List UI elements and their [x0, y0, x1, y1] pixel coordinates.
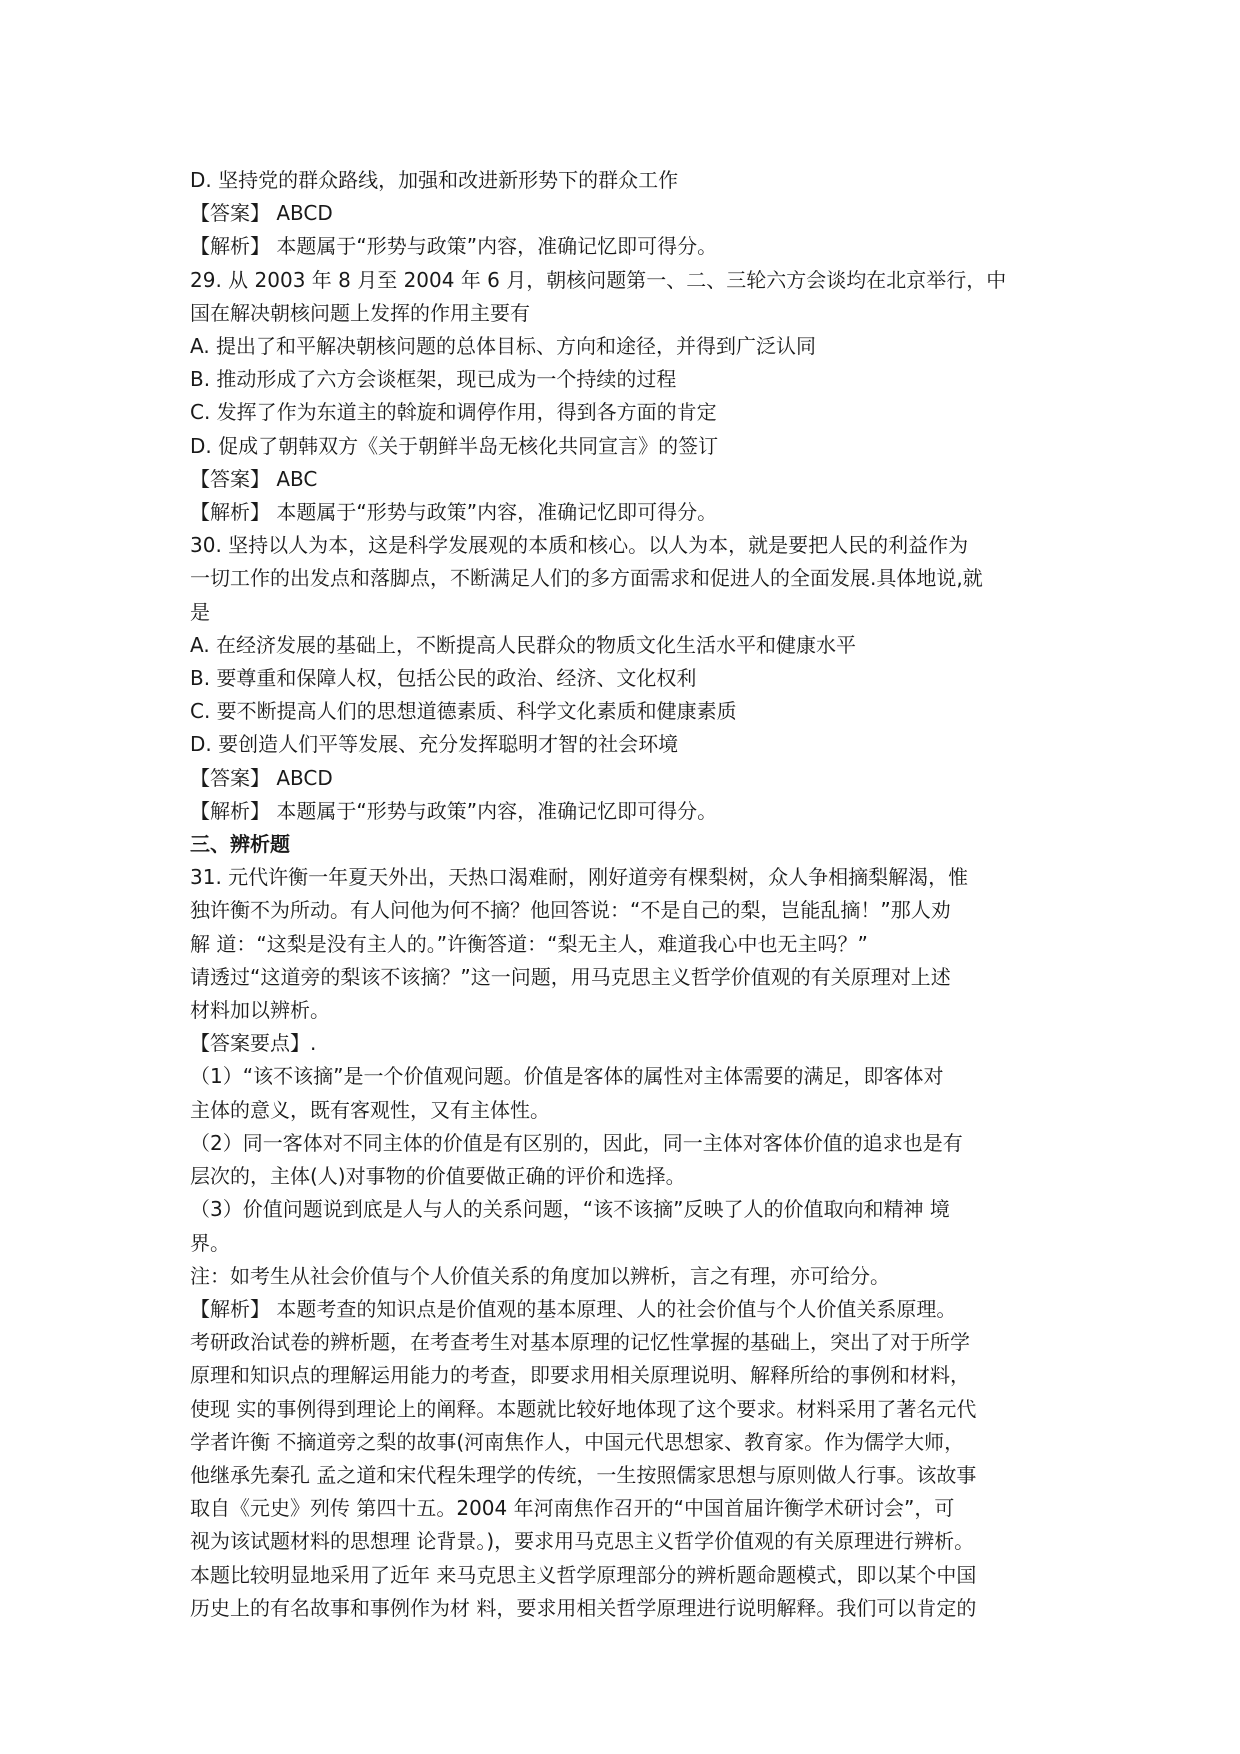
answer-q30: 【答案】 ABCD: [190, 765, 333, 790]
analysis-q31-line-3: 原理和知识点的理解运用能力的考查，即要求用相关原理说明、解释所给的事例和材料，: [190, 1363, 970, 1388]
option-a-q30: A. 在经济发展的基础上，不断提高人民群众的物质文化生活水平和健康水平: [190, 632, 857, 657]
answer-q28: 【答案】 ABCD: [190, 201, 333, 226]
option-d-q30: D. 要创造人们平等发展、充分发挥聪明才智的社会环境: [190, 732, 679, 757]
analysis-q28: 【解析】 本题属于“形势与政策”内容，准确记忆即可得分。: [190, 234, 718, 259]
analysis-q31-line-5: 学者许衡 不摘道旁之梨的故事(河南焦作人，中国元代思想家、教育家。作为儒学大师，: [190, 1429, 965, 1454]
analysis-q31-line-4: 使现 实的事例得到理论上的阐释。本题就比较好地体现了这个要求。材料采用了著名元代: [190, 1396, 977, 1421]
analysis-q29: 【解析】 本题属于“形势与政策”内容，准确记忆即可得分。: [190, 500, 718, 525]
analysis-q31-line-2: 考研政治试卷的辨析题，在考查考生对基本原理的记忆性掌握的基础上，突出了对于所学: [190, 1330, 970, 1355]
answer-points-heading: 【答案要点】.: [190, 1031, 317, 1056]
analysis-q31-line-8: 视为该试题材料的思想理 论背景。)，要求用马克思主义哲学价值观的有关原理进行辨析。: [190, 1529, 975, 1554]
question-31-line-1: 31. 元代许衡一年夏天外出，天热口渴难耐，刚好道旁有棵梨树，众人争相摘梨解渴，惟: [190, 865, 969, 890]
option-b-q30: B. 要尊重和保障人权，包括公民的政治、经济、文化权利: [190, 666, 697, 691]
answer-point-1-line-2: 主体的意义，既有客观性，又有主体性。: [190, 1097, 550, 1122]
document-page: [190, 164, 1070, 1625]
answer-q29: 【答案】 ABC: [190, 466, 318, 491]
answer-point-2-line-2: 层次的，主体(人)对事物的价值要做正确的评价和选择。: [190, 1164, 686, 1189]
option-c-q30: C. 要不断提高人们的思想道德素质、科学文化素质和健康素质: [190, 699, 737, 724]
option-a-q29: A. 提出了和平解决朝核问题的总体目标、方向和途径，并得到广泛认同: [190, 334, 817, 359]
option-d-q29: D. 促成了朝韩双方《关于朝鲜半岛无核化共同宣言》的签订: [190, 433, 719, 458]
analysis-q31-line-7: 取自《元史》列传 第四十五。2004 年河南焦作召开的“中国首届许衡学术研讨会”，可: [190, 1496, 955, 1521]
analysis-q31-line-1: 【解析】 本题考查的知识点是价值观的基本原理、人的社会价值与个人价值关系原理。: [190, 1296, 957, 1321]
question-30-line-1: 30. 坚持以人为本，这是科学发展观的本质和核心。以人为本，就是要把人民的利益作为: [190, 533, 969, 558]
answer-point-3-line-2: 界。: [190, 1230, 230, 1255]
question-29-line-1: 29. 从 2003 年 8 月至 2004 年 6 月，朝核问题第一、二、三轮六方会谈均在北京举行，中: [190, 267, 1007, 292]
option-b-q29: B. 推动形成了六方会谈框架，现已成为一个持续的过程: [190, 367, 677, 392]
answer-point-1-line-1: （1）“该不该摘”是一个价值观问题。价值是客体的属性对主体需要的满足，即客体对: [190, 1064, 944, 1089]
answer-point-3-line-1: （3）价值问题说到底是人与人的关系问题，“该不该摘”反映了人的价值取向和精神 境: [190, 1197, 950, 1222]
option-c-q29: C. 发挥了作为东道主的斡旋和调停作用，得到各方面的肯定: [190, 400, 717, 425]
question-30-line-3: 是: [190, 599, 210, 624]
analysis-q31-line-10: 历史上的有名故事和事例作为材 料，要求用相关哲学原理进行说明解释。我们可以肯定的: [190, 1595, 977, 1620]
answer-point-2-line-1: （2）同一客体对不同主体的价值是有区别的，因此，同一主体对客体价值的追求也是有: [190, 1130, 963, 1155]
note-line: 注：如考生从社会价值与个人价值关系的角度加以辨析，言之有理，亦可给分。: [190, 1263, 890, 1288]
question-31-line-4: 请透过“这道旁的梨该不该摘？”这一问题，用马克思主义哲学价值观的有关原理对上述: [190, 964, 951, 989]
question-31-line-3: 解 道：“这梨是没有主人的。”许衡答道：“梨无主人，难道我心中也无主吗？”: [190, 931, 868, 956]
question-30-line-2: 一切工作的出发点和落脚点，不断满足人们的多方面需求和促进人的全面发展.具体地说,就: [190, 566, 983, 591]
analysis-q31-line-9: 本题比较明显地采用了近年 来马克思主义哲学原理部分的辨析题命题模式，即以某个中国: [190, 1562, 977, 1587]
question-31-line-2: 独许衡不为所动。有人问他为何不摘？他回答说：“不是自己的梨，岂能乱摘！”那人劝: [190, 898, 951, 923]
analysis-q30: 【解析】 本题属于“形势与政策”内容，准确记忆即可得分。: [190, 798, 718, 823]
question-29-line-2: 国在解决朝核问题上发挥的作用主要有: [190, 300, 530, 325]
section-title: 三、辨析题: [190, 832, 290, 857]
analysis-q31-line-6: 他继承先秦孔 孟之道和宋代程朱理学的传统，一生按照儒家思想与原则做人行事。该故事: [190, 1462, 977, 1487]
option-d-q28: D. 坚持党的群众路线，加强和改进新形势下的群众工作: [190, 168, 679, 192]
question-31-line-5: 材料加以辨析。: [190, 998, 330, 1023]
